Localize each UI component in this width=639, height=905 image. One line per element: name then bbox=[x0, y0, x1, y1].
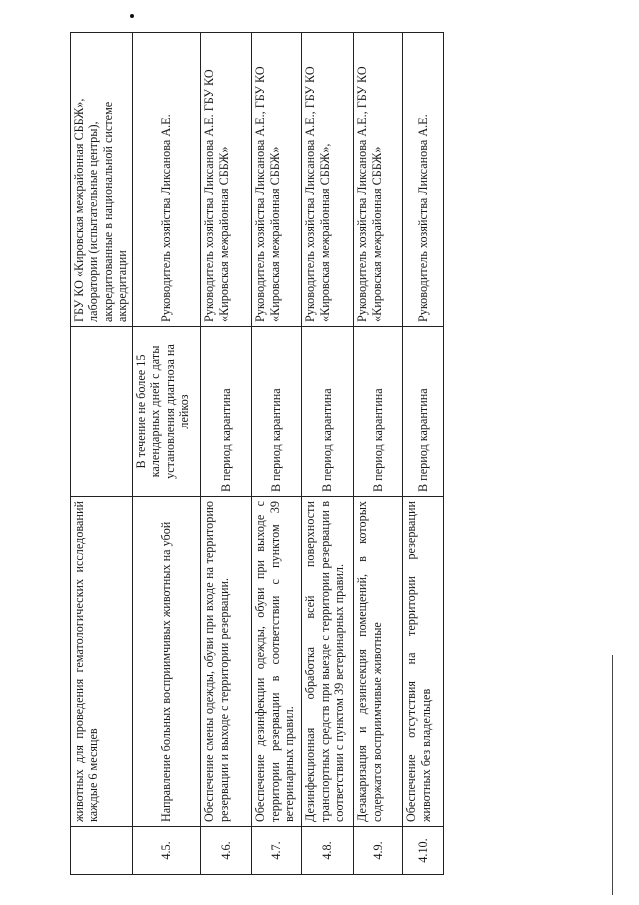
table-row bbox=[252, 33, 302, 875]
measure-cell: животных для проведения гематологических исследований каждые 6 месяцев bbox=[71, 497, 133, 827]
page-edge-rule bbox=[612, 655, 613, 895]
responsible-cell: Руководитель хозяйства Ликсанова А.Е., ГБУ КО «Кировская межрайонная СББЖ» bbox=[252, 33, 302, 327]
row-number bbox=[71, 827, 133, 875]
term-cell: В период карантина bbox=[201, 327, 252, 497]
measure-cell: Обеспечение отсутствия на территории резервации животных без владельцев bbox=[403, 497, 444, 827]
table-row bbox=[201, 33, 252, 875]
table-row bbox=[354, 33, 403, 875]
measure-cell: Дезинфекционная обработка всей поверхности транспортных средств при выезде с территории резервации в соответствии с пунктом 39 ветеринарных правил. bbox=[302, 497, 354, 827]
term-cell: В период карантина bbox=[252, 327, 302, 497]
responsible-cell: Руководитель хозяйства Ликсанова А.Е. bbox=[403, 33, 444, 327]
term-cell: В период карантина bbox=[403, 327, 444, 497]
row-number: 4.7. bbox=[252, 827, 302, 875]
term-cell: В период карантина bbox=[354, 327, 403, 497]
row-number: 4.8. bbox=[302, 827, 354, 875]
row-number: 4.5. bbox=[132, 827, 200, 875]
measure-cell: Обеспечение смены одежды, обуви при входе на территорию резервации и выходе с территории резервации. bbox=[201, 497, 252, 827]
table-row bbox=[403, 33, 444, 875]
rotated-document bbox=[70, 33, 444, 875]
measures-table bbox=[70, 32, 444, 875]
scan-artifact-dot bbox=[130, 14, 134, 18]
term-cell: В период карантина bbox=[302, 327, 354, 497]
table-row bbox=[302, 33, 354, 875]
row-number: 4.9. bbox=[354, 827, 403, 875]
measure-cell: Обеспечение дезинфекции одежды, обуви при выходе с территории резервации в соответствии с пунктом 39 ветеринарных правил. bbox=[252, 497, 302, 827]
responsible-cell: ГБУ КО «Кировская межрайонная СББЖ», лаборатории (испытательные центры), аккредитованные в национальной системе аккредитации bbox=[71, 33, 133, 327]
table-row bbox=[71, 33, 133, 875]
responsible-cell: Руководитель хозяйства Ликсанова А.Е. bbox=[132, 33, 200, 327]
row-number: 4.10. bbox=[403, 827, 444, 875]
measure-cell: Направление больных восприимчивых животных на убой bbox=[132, 497, 200, 827]
term-cell: В течение не более 15 календарных дней с даты установления диагноза на лейкоз bbox=[132, 327, 200, 497]
responsible-cell: Руководитель хозяйства Ликсанова А.Е., ГБУ КО «Кировская межрайонная СББЖ» bbox=[354, 33, 403, 327]
term-cell bbox=[71, 327, 133, 497]
responsible-cell: Руководитель хозяйства Ликсанова А.Е., ГБУ КО «Кировская межрайонная СББЖ», bbox=[302, 33, 354, 327]
table-row bbox=[132, 33, 200, 875]
row-number: 4.6. bbox=[201, 827, 252, 875]
measure-cell: Дезакаризация и дезинсекция помещений, в которых содержатся восприимчивые животные bbox=[354, 497, 403, 827]
responsible-cell: Руководитель хозяйства Ликсанова А.Е. ГБУ КО «Кировская межрайонная СББЖ» bbox=[201, 33, 252, 327]
